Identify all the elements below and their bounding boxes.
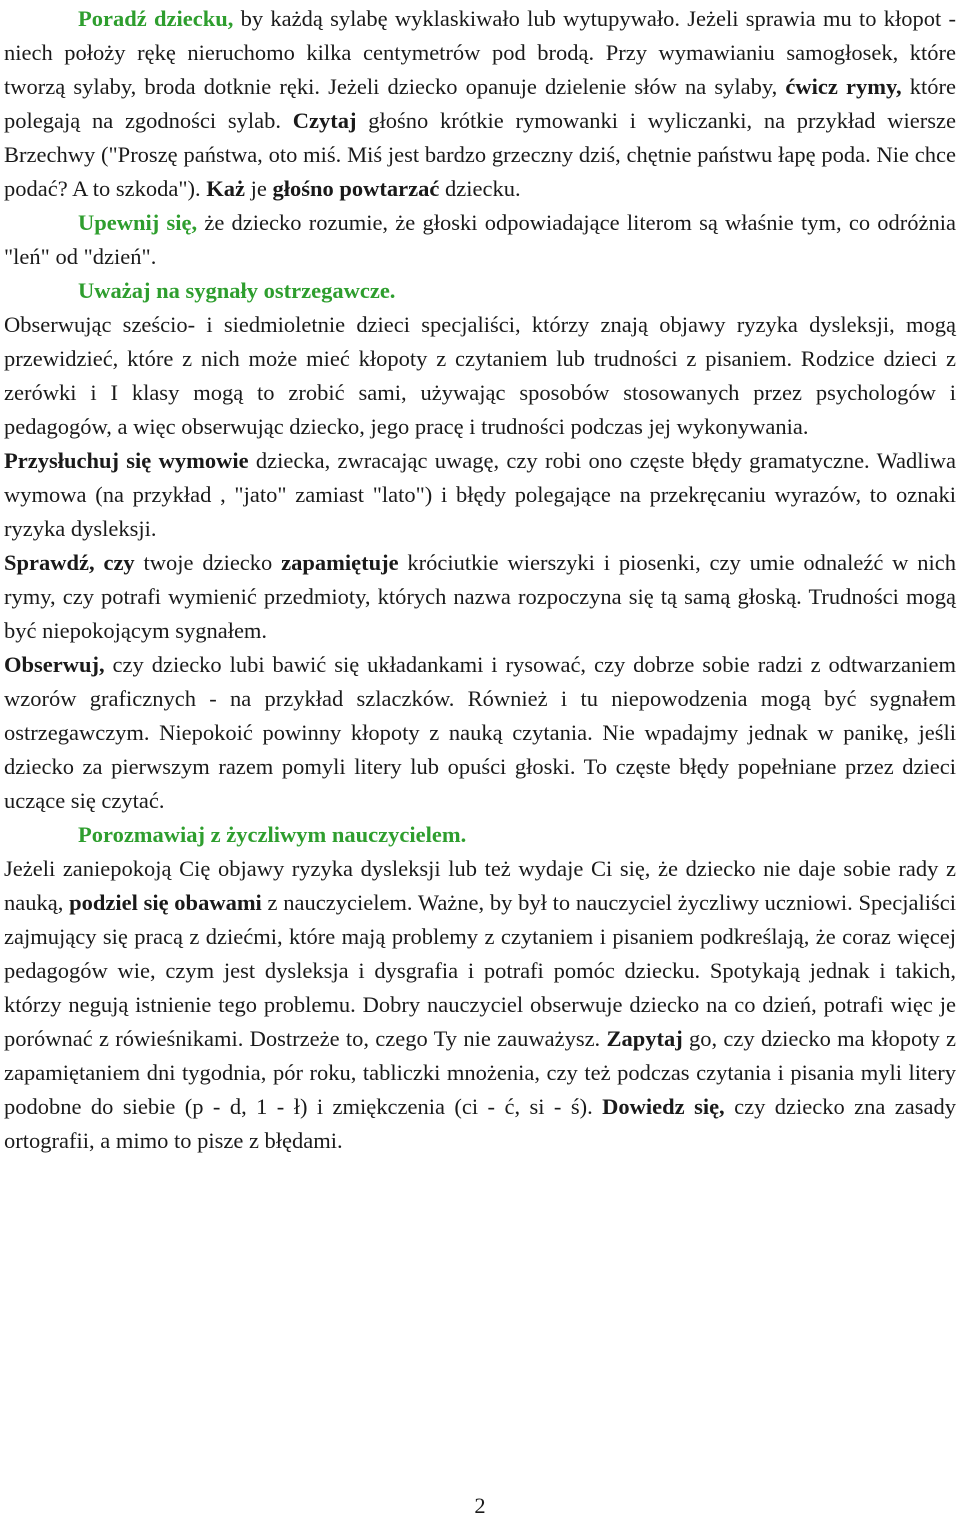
heading-uwazaj [4, 274, 956, 308]
bold-text: ćwicz rymy, [785, 74, 902, 99]
bold-text: Przysłuchuj się wymowie [4, 448, 249, 473]
bold-text: podziel się obawami [69, 890, 262, 915]
document-body [4, 2, 956, 1158]
body-text: twoje dziecko [134, 550, 282, 575]
body-text: z nauczycielem. Ważne, by był to nauczyciel życzliwy uczniowi. Specjaliści zajmujący się pracą z dziećmi, które mają problemy z czytaniem i pisaniem podkreślają, że coraz więcej pedagogów wie, czym jest dysleksja i dysgrafia i potrafi pomóc dziecku. Spotykają jednak i takich, którzy negują istnienie tego problemu. Dobry nauczyciel obserwuje dziecko na co dzień, potrafi więc je porównać z rówieśnikami. Dostrzeże to, czego Ty nie zauważysz. [4, 890, 956, 1051]
bold-text: Obserwuj, [4, 652, 105, 677]
body-text: czy dziecko zna zasady ortografii, a mimo to pisze z błędami. [4, 1094, 957, 1153]
body-text: by każdą sylabę wyklaskiwało lub wytupywało. Jeżeli sprawia mu to kłopot - niech położy rękę nieruchomo kilka centymetrów pod brodą. Przy wymawianiu samogłosek, które tworzą sylaby, broda dotknie ręki. Jeżeli dziecko opanuje dzielenie słów na sylaby, [4, 6, 956, 99]
body-text: czy dziecko lubi bawić się układankami i rysować, czy dobrze sobie radzi z odtwarzaniem wzorów graficznych - na przykład szlaczków. Również i tu niepowodzenia mogą być sygnałem ostrzegawczym. Niepokoić powinny kłopoty z nauką czytania. Nie wpadajmy jednak w panikę, jeśli dziecko za pierwszym razem pomyli litery lub opuści głoski. To częste błędy popełniane przez dzieci uczące się czytać. [4, 652, 956, 813]
paragraph-poradz [4, 2, 956, 206]
bold-text: Sprawdź, czy [4, 550, 135, 575]
paragraph-obserwuj [4, 648, 956, 818]
body-text: króciutkie wierszyki i piosenki, czy umie odnaleźć w nich rymy, czy potrafi wymienić przedmioty, których nazwa rozpoczyna się tą samą głoską. Trudności mogą być niepokojącym sygnałem. [4, 550, 956, 643]
bold-text: Czytaj [292, 108, 357, 133]
bold-text: Dowiedz się, [602, 1094, 725, 1119]
paragraph-przysluchuj [4, 444, 956, 546]
body-text: że dziecko rozumie, że głoski odpowiadające literom są właśnie tym, co odróżnia "leń" od "dzień". [4, 210, 957, 269]
bold-text: głośno powtarzać [272, 176, 440, 201]
green-heading-text: Porozmawiaj z życzliwym nauczycielem. [78, 822, 467, 847]
body-text: które polegają na zgodności sylab. [4, 74, 956, 133]
body-text: głośno krótkie rymowanki i wyliczanki, na przykład wiersze Brzechwy ("Proszę państwa, oto miś. Miś jest bardzo grzeczny dziś, chętnie państwu łapę poda. Nie chce podać? A to szkoda"). [4, 108, 956, 201]
paragraph-obserwujac [4, 308, 956, 444]
green-heading-text: Poradź dziecku, [78, 6, 234, 31]
body-text: go, czy dziecko ma kłopoty z zapamiętaniem dni tygodnia, pór roku, tabliczki mnożenia, czy też podczas czytania i pisania myli litery podobne do siebie (p - d, 1 - ł) i zmiękczenia (ci - ć, si - ś). [4, 1026, 956, 1119]
body-text: Obserwując sześcio- i siedmioletnie dzieci specjaliści, którzy znają objawy ryzyka dysleksji, mogą przewidzieć, które z nich może mieć kłopoty z czytaniem lub trudności z pisaniem. Rodzice dzieci z zerówki i I klasy mogą to zrobić sami, używając sposobów stosowanych przez psychologów i pedagogów, a więc obserwując dziecko, jego pracę i trudności podczas jej wykonywania. [4, 312, 956, 439]
paragraph-sprawdz [4, 546, 956, 648]
heading-porozmawiaj [4, 818, 956, 852]
body-text: Jeżeli zaniepokoją Cię objawy ryzyka dysleksji lub też wydaje Ci się, że dziecko nie daje sobie rady z nauką, [4, 856, 956, 915]
page-number: 2 [474, 1493, 486, 1518]
body-text: dziecka, zwracając uwagę, czy robi ono częste błędy gramatyczne. Wadliwa wymowa (na przykład , "jato" zamiast "lato") i błędy polegające na przekręcaniu wyrazów, to oznaki ryzyka dysleksji. [4, 448, 957, 541]
green-heading-text: Upewnij się, [78, 210, 198, 235]
bold-text: Zapytaj [606, 1026, 683, 1051]
green-heading-text: Uważaj na sygnały ostrzegawcze. [78, 278, 396, 303]
body-text: je [245, 176, 273, 201]
body-text: dziecku. [439, 176, 521, 201]
paragraph-jezeli [4, 852, 956, 1158]
paragraph-upewnij [4, 206, 956, 274]
bold-text: Każ [206, 176, 246, 201]
bold-text: zapamiętuje [281, 550, 399, 575]
